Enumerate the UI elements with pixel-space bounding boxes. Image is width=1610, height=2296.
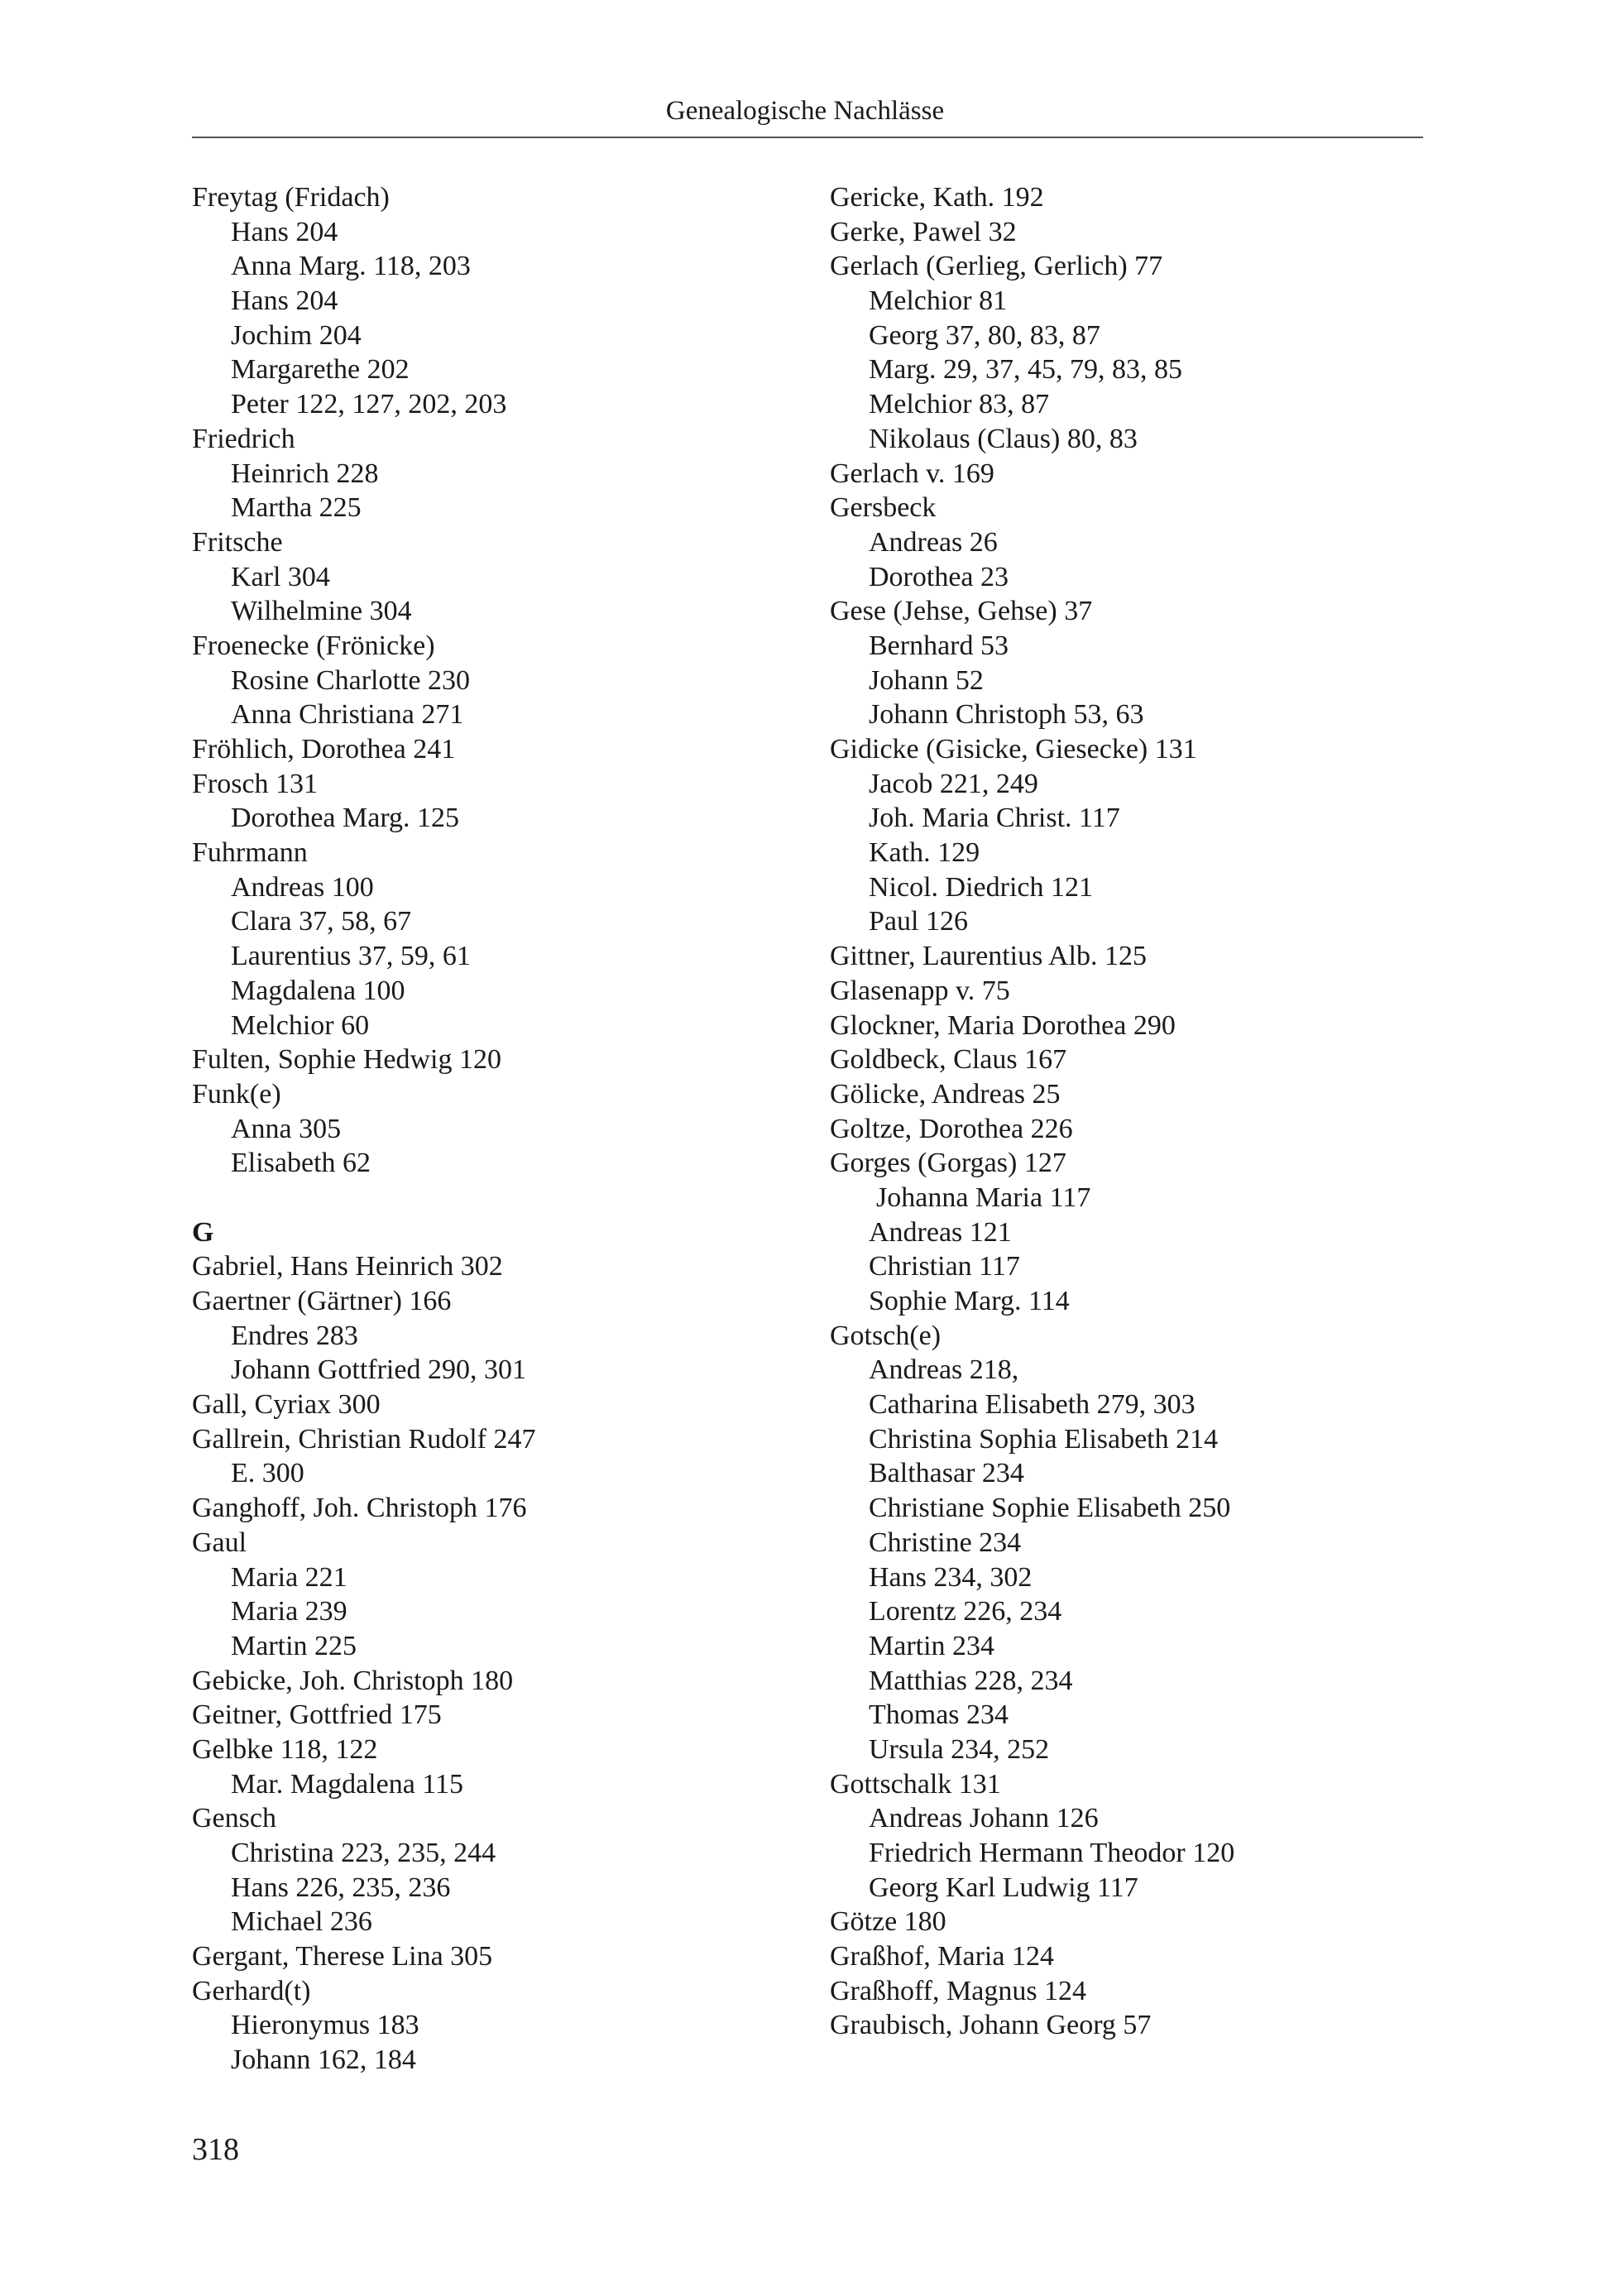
index-entry: Gersbeck <box>830 492 937 524</box>
index-subentry: Andreas 218, <box>869 1354 1019 1386</box>
index-entry: Friedrich <box>192 423 295 454</box>
index-subentry: Martin 225 <box>231 1630 357 1661</box>
index-subentry: Johann 162, 184 <box>231 2044 416 2076</box>
running-header: Genealogische Nachlässe <box>665 96 945 126</box>
index-subentry: Hans 204 <box>231 216 338 247</box>
index-entry: Gerhard(t) <box>192 1975 311 2006</box>
index-subentry: Peter 122, 127, 202, 203 <box>231 389 507 420</box>
index-subentry: Johann Christoph 53, 63 <box>869 699 1144 731</box>
index-entry: Götze 180 <box>830 1906 946 1938</box>
index-subentry: Hans 204 <box>231 285 338 317</box>
index-entry: Freytag (Fridach) <box>192 182 390 213</box>
index-subentry: Andreas 121 <box>869 1216 1012 1248</box>
index-entry: Graßhoff, Magnus 124 <box>830 1975 1087 2006</box>
index-entry: Gergant, Therese Lina 305 <box>192 1941 493 1972</box>
index-entry: Goltze, Dorothea 226 <box>830 1113 1073 1144</box>
index-subentry: Friedrich Hermann Theodor 120 <box>869 1838 1235 1868</box>
index-subentry: Matthias 228, 234 <box>869 1665 1073 1696</box>
index-entry: Graubisch, Johann Georg 57 <box>830 2010 1152 2041</box>
index-entry: Gallrein, Christian Rudolf 247 <box>192 1423 536 1455</box>
index-subentry: Andreas Johann 126 <box>869 1803 1099 1834</box>
index-subentry: Hans 226, 235, 236 <box>231 1872 451 1903</box>
index-subentry: Dorothea Marg. 125 <box>231 803 460 834</box>
index-subentry: Dorothea 23 <box>869 561 1009 592</box>
index-entry: Fulten, Sophie Hedwig 120 <box>192 1044 501 1076</box>
index-entry: Gittner, Laurentius Alb. 125 <box>830 941 1147 972</box>
index-entry: Fuhrmann <box>192 837 308 869</box>
index-subentry: Thomas 234 <box>869 1699 1009 1731</box>
index-subentry: Anna 305 <box>231 1113 342 1144</box>
index-subentry: Balthasar 234 <box>869 1458 1024 1489</box>
index-subentry: Christiane Sophie Elisabeth 250 <box>869 1493 1231 1524</box>
index-subentry: Nikolaus (Claus) 80, 83 <box>869 423 1138 454</box>
index-subentry: Ursula 234, 252 <box>869 1733 1050 1765</box>
index-subentry: Johann 52 <box>869 664 984 696</box>
index-subentry: Rosine Charlotte 230 <box>231 664 470 696</box>
index-entry: Gotsch(e) <box>830 1320 942 1351</box>
index-subentry: Karl 304 <box>231 561 330 592</box>
index-subentry: Magdalena 100 <box>231 975 405 1006</box>
index-entry: Gölicke, Andreas 25 <box>830 1078 1061 1110</box>
index-entry: Gorges (Gorgas) 127 <box>830 1148 1066 1179</box>
index-subentry: Mar. Magdalena 115 <box>231 1768 464 1800</box>
index-subentry: Andreas 26 <box>869 526 998 558</box>
index-entry: Gaertner (Gärtner) 166 <box>192 1286 452 1316</box>
index-subentry: Hans 234, 302 <box>869 1561 1033 1593</box>
index-subentry: Maria 239 <box>231 1596 347 1627</box>
index-entry: Gericke, Kath. 192 <box>830 182 1044 213</box>
index-entry: Fröhlich, Dorothea 241 <box>192 734 456 765</box>
index-entry: Glockner, Maria Dorothea 290 <box>830 1009 1176 1041</box>
index-subentry: Kath. 129 <box>869 837 980 869</box>
index-entry: Gerke, Pawel 32 <box>830 216 1017 247</box>
index-subentry: Georg Karl Ludwig 117 <box>869 1872 1138 1903</box>
index-column-left <box>192 180 536 2078</box>
index-entry: Gidicke (Gisicke, Giesecke) 131 <box>830 734 1197 765</box>
index-entry: Geitner, Gottfried 175 <box>192 1699 442 1731</box>
index-entry: Gerlach (Gerlieg, Gerlich) 77 <box>830 251 1163 282</box>
index-entry: Gebicke, Joh. Christoph 180 <box>192 1665 514 1696</box>
index-entry: Gall, Cyriax 300 <box>192 1389 381 1421</box>
index-subentry: Jacob 221, 249 <box>869 768 1038 799</box>
index-subentry: Melchior 60 <box>231 1009 370 1041</box>
index-entry: Goldbeck, Claus 167 <box>830 1044 1067 1076</box>
index-entry: Gese (Jehse, Gehse) 37 <box>830 596 1093 627</box>
index-subentry: Sophie Marg. 114 <box>869 1286 1070 1316</box>
index-subentry: Margarethe 202 <box>231 354 410 386</box>
index-subentry: Anna Christiana 271 <box>231 699 464 731</box>
index-entry: Fritsche <box>192 526 283 558</box>
index-subentry: Elisabeth 62 <box>231 1148 371 1179</box>
index-subentry: Laurentius 37, 59, 61 <box>231 941 471 972</box>
page-number: 318 <box>192 2132 239 2167</box>
index-subentry: E. 300 <box>231 1458 304 1489</box>
index-entry: Gottschalk 131 <box>830 1768 1001 1800</box>
index-subentry: Jochim 204 <box>231 319 362 351</box>
header-rule <box>192 137 1423 138</box>
section-gap <box>192 1181 536 1215</box>
section-letter: G <box>192 1216 214 1248</box>
index-subentry: Paul 126 <box>869 906 968 937</box>
index-entry: Gerlach v. 169 <box>830 458 994 489</box>
index-entry: Ganghoff, Joh. Christoph 176 <box>192 1493 527 1524</box>
index-entry: Frosch 131 <box>192 768 319 799</box>
index-column-right <box>830 180 1234 2043</box>
index-subentry: Christina Sophia Elisabeth 214 <box>869 1423 1219 1455</box>
index-subentry: Nicol. Diedrich 121 <box>869 871 1093 903</box>
index-entry: Gelbke 118, 122 <box>192 1733 378 1765</box>
index-subentry: Andreas 100 <box>231 871 374 903</box>
index-subentry: Christine 234 <box>869 1527 1022 1558</box>
index-subentry: Maria 221 <box>231 1561 347 1593</box>
index-subentry: Endres 283 <box>231 1320 358 1351</box>
index-subentry: Michael 236 <box>231 1906 372 1938</box>
index-subentry: Anna Marg. 118, 203 <box>231 251 471 282</box>
index-subentry: Clara 37, 58, 67 <box>231 906 412 937</box>
index-subentry: Marg. 29, 37, 45, 79, 83, 85 <box>869 354 1183 386</box>
index-entry: Froenecke (Frönicke) <box>192 630 435 661</box>
index-subentry: Hieronymus 183 <box>231 2010 419 2041</box>
index-entry: Funk(e) <box>192 1078 281 1110</box>
index-entry: Graßhof, Maria 124 <box>830 1941 1054 1972</box>
index-subentry: Martin 234 <box>869 1630 995 1661</box>
index-subentry: Christina 223, 235, 244 <box>231 1838 496 1868</box>
index-subentry: Catharina Elisabeth 279, 303 <box>869 1389 1196 1421</box>
index-subentry: Martha 225 <box>231 492 362 524</box>
index-entry: Gaul <box>192 1527 247 1558</box>
index-subentry: Christian 117 <box>869 1251 1020 1282</box>
index-subentry: Georg 37, 80, 83, 87 <box>869 319 1100 351</box>
index-entry: Gensch <box>192 1803 276 1834</box>
index-subentry: Joh. Maria Christ. 117 <box>869 803 1120 834</box>
index-subentry: Heinrich 228 <box>231 458 379 489</box>
index-entry: Glasenapp v. 75 <box>830 975 1010 1006</box>
index-subentry: Wilhelmine 304 <box>231 596 412 627</box>
index-entry: Gabriel, Hans Heinrich 302 <box>192 1251 503 1282</box>
index-subentry: Bernhard 53 <box>869 630 1009 661</box>
index-subentry: Melchior 81 <box>869 285 1008 317</box>
index-subentry: Lorentz 226, 234 <box>869 1596 1062 1627</box>
index-subentry: Melchior 83, 87 <box>869 389 1050 420</box>
index-subentry: Johann Gottfried 290, 301 <box>231 1354 526 1386</box>
index-subentry: Johanna Maria 117 <box>876 1182 1091 1213</box>
